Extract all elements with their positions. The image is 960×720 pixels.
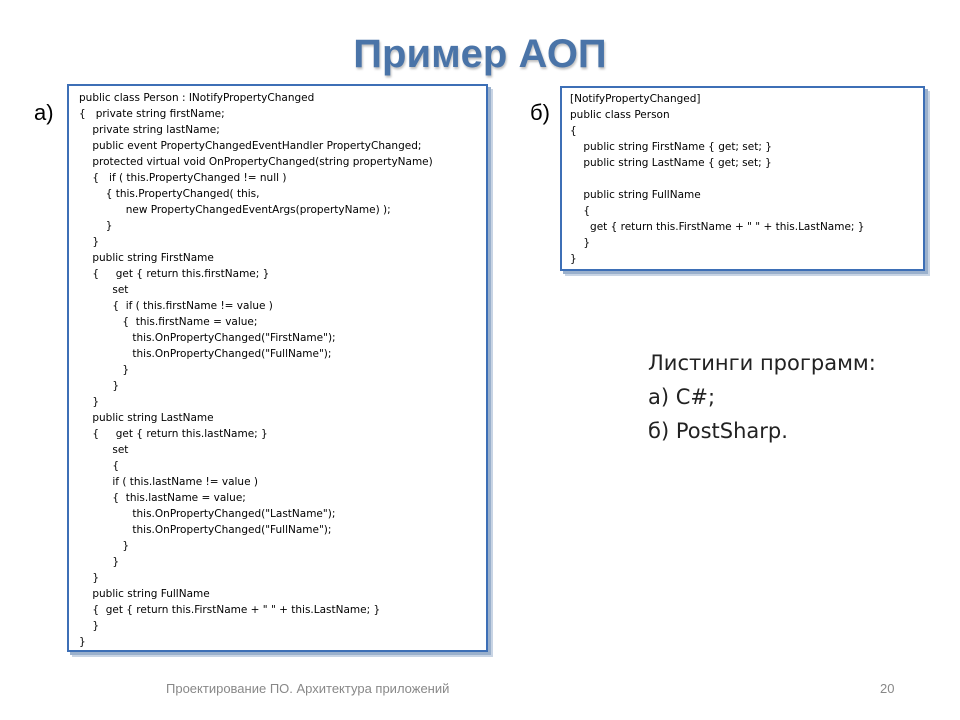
code-line: public string FullName [79,588,210,600]
code-line: { if ( this.firstName != value ) [79,300,273,312]
code-line: } [79,364,130,376]
code-line: } [79,556,120,568]
slide-title: Пример АОП [353,32,607,76]
code-line: { get { return this.FirstName + " " + this.LastName; } [79,604,381,616]
code-line: { this.firstName = value; [79,316,258,328]
page-number: 20 [880,681,895,696]
code-line: } [79,636,86,648]
code-line: public string FirstName [79,252,214,264]
code-listing-postsharp [560,86,925,271]
caption-line: б) PostSharp. [648,419,788,443]
label-a: а) [34,100,54,125]
code-line: public class Person [570,109,670,121]
code-line: this.OnPropertyChanged("FirstName"); [79,332,336,344]
code-line: } [570,253,577,265]
code-line: } [79,620,100,632]
caption [648,346,876,448]
code-line: protected virtual void OnPropertyChanged(string propertyName) [79,156,433,168]
code-line: this.OnPropertyChanged("FullName"); [79,348,332,360]
code-line: public string LastName [79,412,214,424]
code-line: set [79,444,129,456]
code-line: { private string firstName; [79,108,225,120]
code-line: { if ( this.PropertyChanged != null ) [79,172,287,184]
code-line: } [570,237,591,249]
code-line: { get { return this.firstName; } [79,268,270,280]
code-line: } [79,572,100,584]
code-line: } [79,380,120,392]
code-line: { [570,125,577,137]
footer-text: Проектирование ПО. Архитектура приложений [166,681,450,696]
code-line: } [79,236,100,248]
code-line: public string FirstName { get; set; } [570,141,772,153]
code-listing-csharp [67,84,488,652]
code-line [570,171,923,187]
code-line: { get { return this.lastName; } [79,428,268,440]
code-line: this.OnPropertyChanged("FullName"); [79,524,332,536]
label-b: б) [530,100,550,125]
code-line: } [79,220,113,232]
code-line: public event PropertyChangedEventHandler PropertyChanged; [79,140,422,152]
code-line: { this.lastName = value; [79,492,246,504]
code-line: private string lastName; [79,124,220,136]
code-line: public string FullName [570,189,701,201]
code-line: [NotifyPropertyChanged] [570,93,701,105]
code-line: new PropertyChangedEventArgs(propertyName) ); [79,204,391,216]
code-line: { [570,205,591,217]
code-line: } [79,540,130,552]
code-line: { [79,460,120,472]
code-line: { this.PropertyChanged( this, [79,188,260,200]
code-line: public class Person : INotifyPropertyChanged [79,92,315,104]
code-line: this.OnPropertyChanged("LastName"); [79,508,336,520]
code-line: if ( this.lastName != value ) [79,476,258,488]
code-line: get { return this.FirstName + " " + this.LastName; } [570,221,865,233]
code-lines-csharp [69,86,486,650]
caption-line: Листинги программ: [648,351,876,375]
code-line: } [79,396,100,408]
caption-line: а) C#; [648,385,716,409]
code-line: set [79,284,129,296]
code-lines-postsharp [562,88,923,267]
code-line: public string LastName { get; set; } [570,157,772,169]
